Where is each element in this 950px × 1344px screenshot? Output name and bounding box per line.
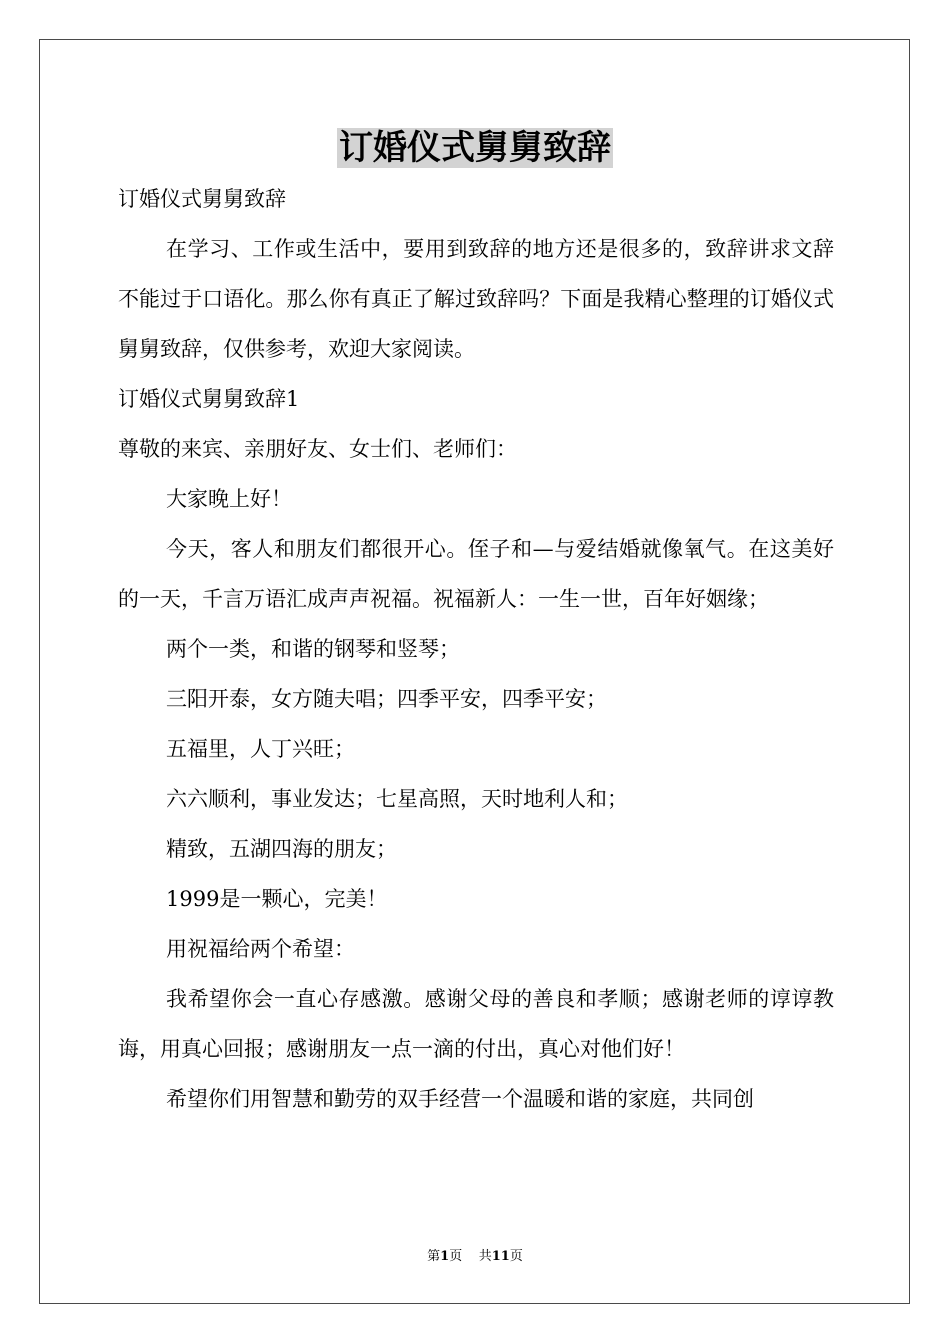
footer-total-suffix: 页: [509, 1249, 523, 1264]
footer-page-suffix: 页: [449, 1249, 463, 1264]
paragraph: 订婚仪式舅舅致辞: [118, 187, 286, 211]
paragraph: 精致，五湖四海的朋友；: [166, 837, 397, 861]
paragraph: 1999是一颗心，完美！: [166, 887, 388, 911]
footer-page-prefix: 第: [427, 1249, 441, 1264]
document-title-text: 订婚仪式舅舅致辞: [339, 128, 611, 168]
paragraph: 用祝福给两个希望：: [166, 937, 355, 961]
paragraph: 订婚仪式舅舅致辞1: [118, 387, 300, 411]
page-footer: [0, 1248, 950, 1266]
paragraph: 在学习、工作或生活中，要用到致辞的地方还是很多的，致辞讲求文辞不能过于口语化。那么你有真正了解过致辞吗？下面是我精心整理的订婚仪式舅舅致辞，仅供参考，欢迎大家阅读。: [118, 237, 834, 361]
paragraph: 六六顺利，事业发达；七星高照，天时地利人和；: [166, 787, 628, 811]
paragraph: 尊敬的来宾、亲朋好友、女士们、老师们：: [118, 437, 517, 461]
paragraph: 三阳开泰，女方随夫唱；四季平安，四季平安；: [166, 687, 607, 711]
paragraph: 大家晚上好！: [166, 487, 292, 511]
paragraph: 两个一类，和谐的钢琴和竖琴；: [166, 637, 460, 661]
document-body: [118, 174, 834, 1124]
document-title: [0, 126, 950, 170]
paragraph: 我希望你会一直心存感激。感谢父母的善良和孝顺；感谢老师的谆谆教诲，用真心回报；感谢朋友一点一滴的付出，真心对他们好！: [118, 987, 834, 1061]
paragraph: 五福里，人丁兴旺；: [166, 737, 355, 761]
footer-page-number: 1: [440, 1249, 450, 1264]
paragraph: 希望你们用智慧和勤劳的双手经营一个温暖和谐的家庭，共同创: [166, 1087, 754, 1111]
footer-total-prefix: 共: [478, 1249, 492, 1264]
paragraph: 今天，客人和朋友们都很开心。侄子和—与爱结婚就像氧气。在这美好的一天，千言万语汇成声声祝福。祝福新人：一生一世，百年好姻缘；: [118, 537, 834, 611]
footer-total-pages: 11: [491, 1249, 510, 1264]
